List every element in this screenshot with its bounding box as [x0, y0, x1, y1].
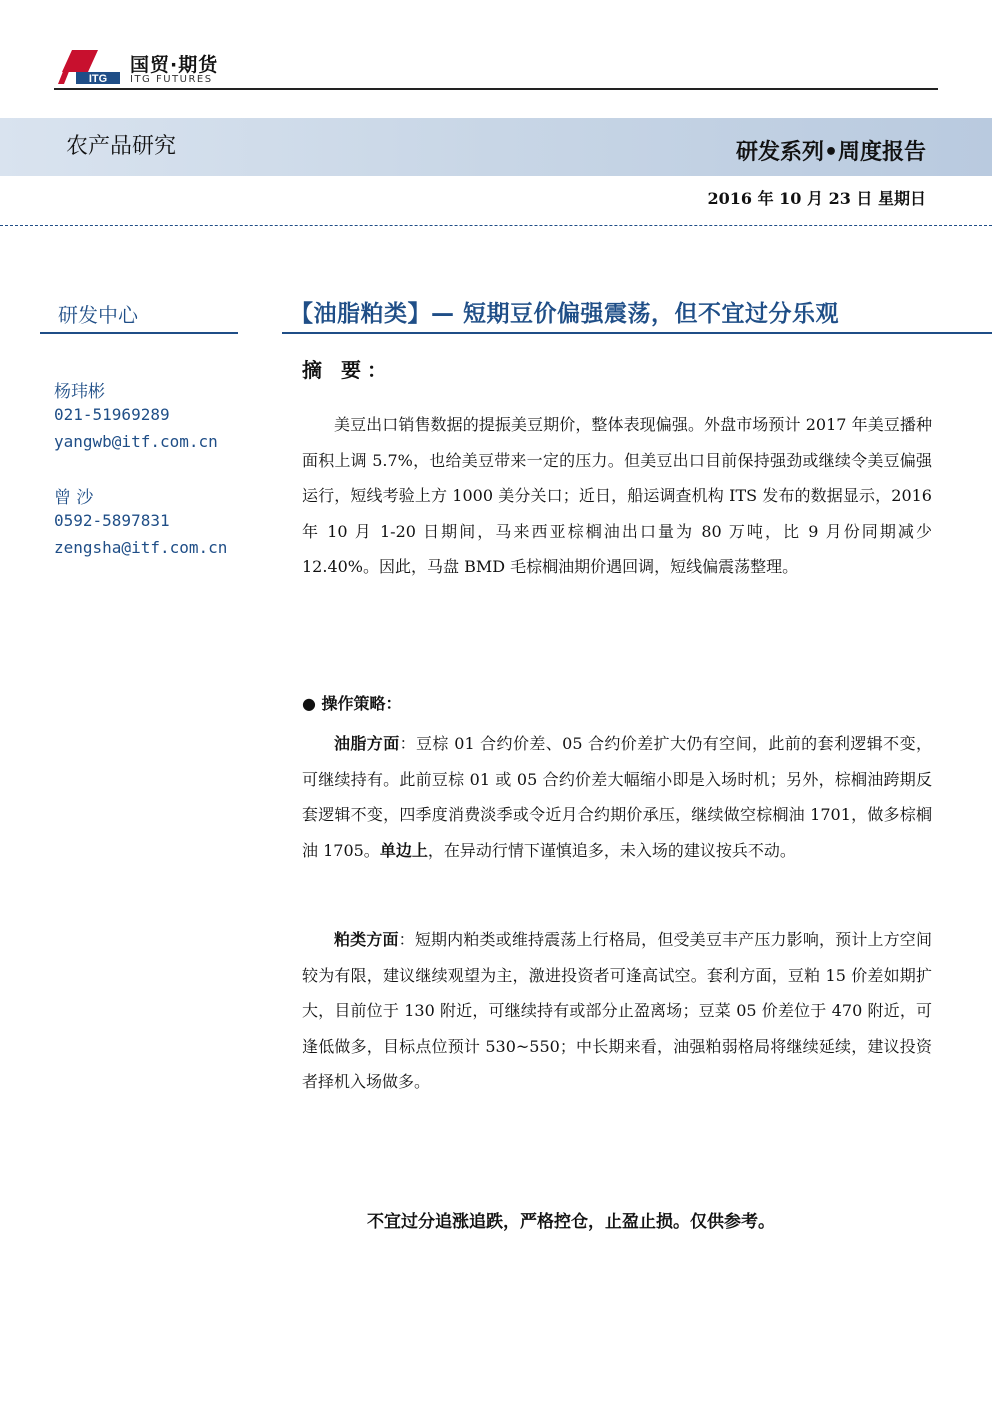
summary-paragraph: 美豆出口销售数据的提振美豆期价，整体表现偏强。外盘市场预计 2017 年美豆播种面积上调 5.7%，也给美豆带来一定的压力。但美豆出口目前保持强劲或继续令美豆偏强运行，短线考验上方 1000 美分关口；近日，船运调查机构 ITS 发布的数据显示，2016 年 10 月 1-20 日期间，马来西亚棕榈油出口量为 80 万吨，比 9 月份同期减少 12.40%。因此，马盘 BMD 毛棕榈油期价遇回调，短线偏震荡整理。 — [302, 415, 932, 576]
article-title: 【油脂粕类】— 短期豆价偏强震荡，但不宜过分乐观 — [290, 301, 840, 327]
strategy-heading: ● 操作策略： — [302, 694, 402, 713]
contact-email[interactable]: yangwb@itf.com.cn — [54, 432, 218, 451]
summary-heading: 摘 要： — [302, 358, 393, 382]
meal-label: 粕类方面 — [334, 930, 399, 949]
svg-text:ITG: ITG — [88, 73, 108, 84]
contact-name: 杨玮彬 — [54, 382, 105, 402]
report-date: 2016 年 10 月 23 日 星期日 — [707, 189, 926, 208]
dashed-divider — [0, 225, 992, 226]
contact-email[interactable]: zengsha@itf.com.cn — [54, 538, 228, 557]
oil-unilateral-label: 单边上 — [379, 840, 428, 860]
meal-text: ：短期内粕类或维持震荡上行格局，但受美豆丰产压力影响，预计上方空间较为有限，建议继续观望为主，激进投资者可逢高试空。套利方面，豆粕 15 价差如期扩大，目前位于 130 附近，可继续持有或部分止盈离场；豆菜 05 价差位于 470 附近，可逢低做多，目标点位预计 530~550；中长期来看，油强粕弱格局将继续延续，建议投资者择机入场做多。 — [302, 930, 932, 1091]
oil-strategy-paragraph — [302, 726, 932, 868]
report-series: 研发系列•周度报告 — [735, 140, 926, 165]
contact-name: 曾 沙 — [54, 488, 94, 508]
itg-logo-icon — [58, 50, 120, 84]
contact-phone: 021-51969289 — [54, 405, 170, 424]
contact-phone: 0592-5897831 — [54, 511, 170, 530]
report-category: 农产品研究 — [66, 134, 177, 159]
header-rule — [54, 88, 938, 90]
meal-strategy-paragraph — [302, 922, 932, 1100]
article-title-rule — [282, 332, 992, 334]
sidebar-rule — [40, 332, 238, 334]
logo-english-name: ITG FUTURES — [130, 74, 213, 85]
oil-text-2: ，在异动行情下谨慎追多，未入场的建议按兵不动。 — [427, 840, 796, 860]
oil-label: 油脂方面 — [334, 734, 400, 753]
logo-chinese-name: 国贸·期货 — [130, 54, 219, 76]
oil-text: ：豆棕 01 合约价差、05 合约价差扩大仍有空间，此前的套利逻辑不变，可继续持有。此前豆棕 01 或 05 合约价差大幅缩小即是入场时机；另外，棕榈油跨期反套逻辑不变，四季度消费淡季或令近月合约期价承压，继续做空棕榈油 1701，做多棕榈油 1705。 — [302, 734, 932, 860]
closing-note: 不宜过分追涨追跌，严格控仓，止盈止损。仅供参考。 — [367, 1212, 775, 1232]
company-logo — [58, 48, 258, 88]
sidebar-title: 研发中心 — [58, 303, 138, 327]
